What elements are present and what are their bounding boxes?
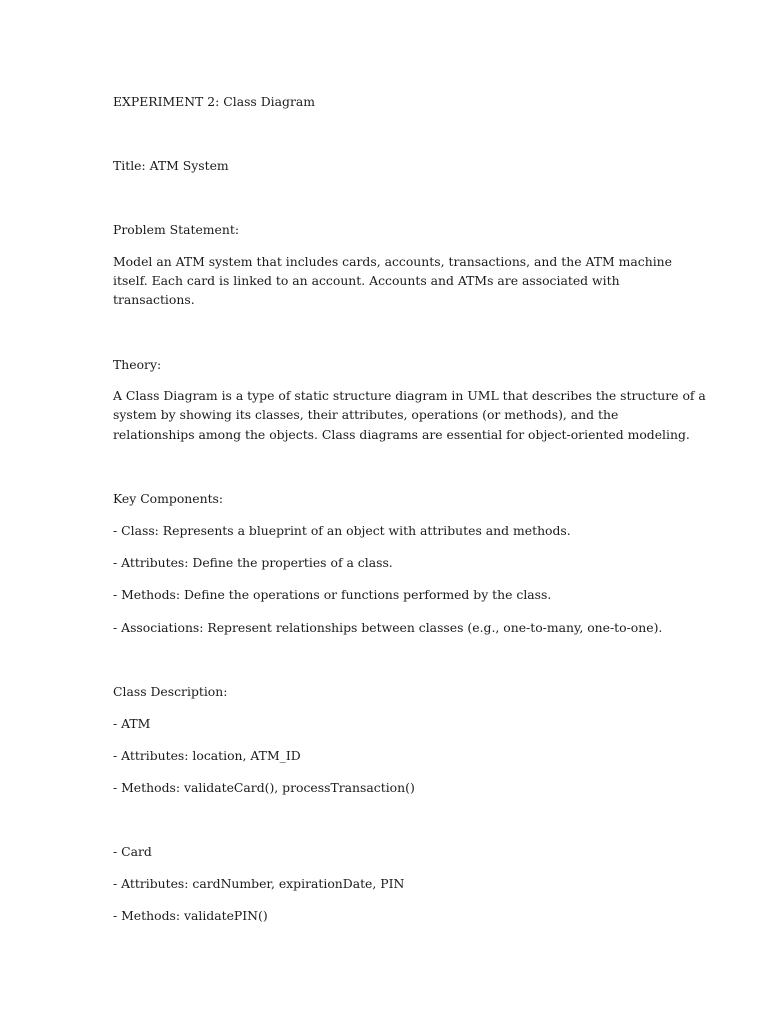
theory-line: A Class Diagram is a type of static structure diagram in UML that describes the structure of a [113, 388, 706, 403]
problem-statement-line: Model an ATM system that includes cards, accounts, transactions, and the ATM machine [113, 254, 672, 269]
list-item: - Attributes: Define the properties of a class. [113, 555, 393, 570]
list-item: - Class: Represents a blueprint of an object with attributes and methods. [113, 523, 571, 538]
experiment-heading: EXPERIMENT 2: Class Diagram [113, 94, 316, 109]
theory-line: relationships among the objects. Class diagrams are essential for object-oriented modeling. [113, 427, 690, 442]
list-item: - Associations: Represent relationships between classes (e.g., one-to-many, one-to-one). [113, 620, 663, 635]
theory-line: system by showing its classes, their attributes, operations (or methods), and the [113, 407, 619, 422]
problem-statement-line: transactions. [113, 292, 195, 307]
theory-heading: Theory: [113, 357, 162, 372]
class-description-heading: Class Description: [113, 684, 228, 699]
class-attributes: - Attributes: cardNumber, expirationDate, PIN [113, 876, 405, 891]
class-name: - Card [113, 844, 152, 859]
class-methods: - Methods: validatePIN() [113, 908, 268, 923]
document-title: Title: ATM System [113, 158, 229, 173]
class-methods: - Methods: validateCard(), processTransaction() [113, 780, 415, 795]
list-item: - Methods: Define the operations or functions performed by the class. [113, 587, 552, 602]
class-name: - ATM [113, 716, 151, 731]
problem-statement-line: itself. Each card is linked to an account. Accounts and ATMs are associated with [113, 273, 620, 288]
problem-statement-heading: Problem Statement: [113, 222, 240, 237]
class-attributes: - Attributes: location, ATM_ID [113, 748, 301, 763]
key-components-heading: Key Components: [113, 491, 224, 506]
